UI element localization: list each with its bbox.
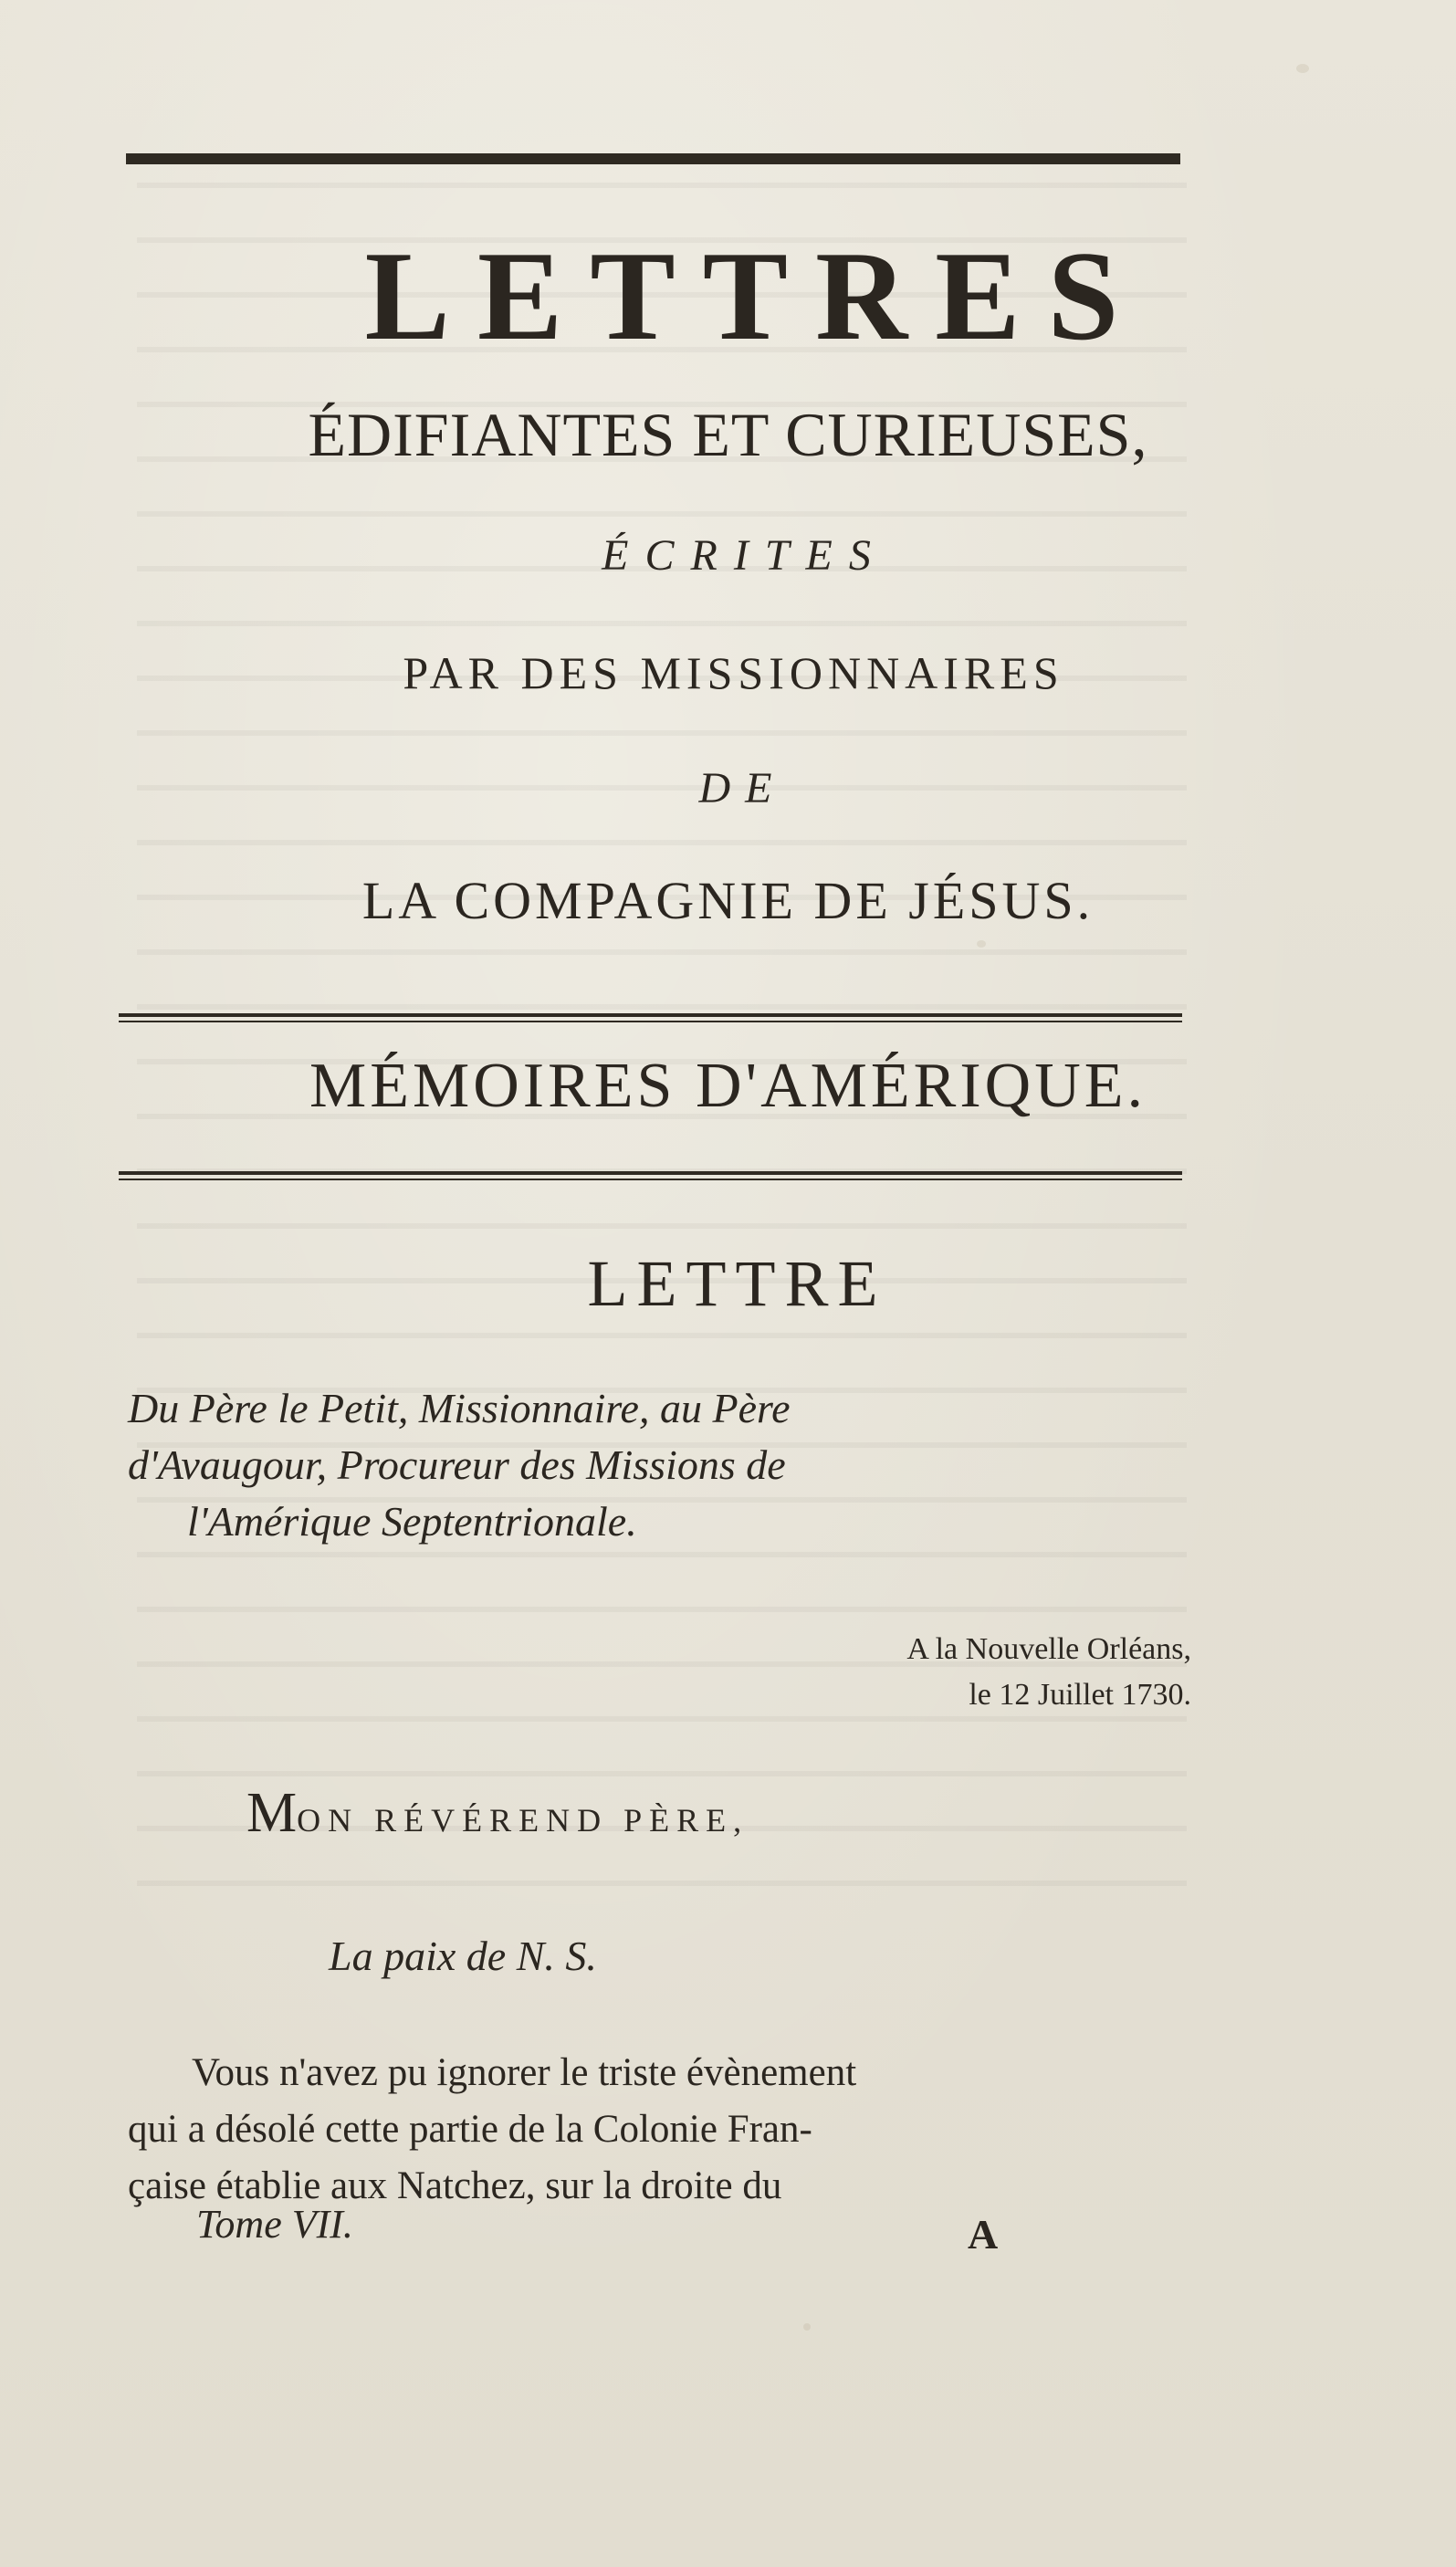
paper-stain [977, 940, 986, 948]
title-de: DE [698, 764, 787, 812]
dateline-place: A la Nouvelle Orléans, [906, 1632, 1191, 1666]
title-par-des-missionnaires: PAR DES MISSIONNAIRES [403, 647, 1064, 698]
book-subtitle: ÉDIFIANTES ET CURIEUSES, [308, 400, 1148, 469]
salutation-rest: ON RÉVÉREND PÈRE, [297, 1802, 749, 1839]
letter-address [128, 1380, 1196, 1550]
salutation-initial: M [246, 1782, 298, 1844]
signature-mark: A [968, 2211, 999, 2258]
dateline [906, 1627, 1191, 1718]
body-line: qui a désolé cette partie de la Colonie Fran- [128, 2108, 812, 2151]
section-title: MÉMOIRES D'AMÉRIQUE. [309, 1051, 1147, 1121]
address-line: l'Amérique Septentrionale. [187, 1498, 637, 1545]
paper-stain [1296, 64, 1309, 73]
address-line: d'Avaugour, Procureur des Missions de [128, 1441, 786, 1488]
salutation [246, 1782, 749, 1844]
greeting: La paix de N. S. [329, 1933, 597, 1979]
top-rule [126, 153, 1180, 164]
section-rule-bottom [119, 1171, 1182, 1180]
paper-stain [803, 2323, 811, 2331]
letter-heading: LETTRE [587, 1247, 887, 1320]
tome-marker: Tome VII. [196, 2202, 353, 2247]
title-compagnie: LA COMPAGNIE DE JÉSUS. [361, 871, 1095, 930]
title-ecrites: ÉCRITES [602, 531, 887, 580]
letter-body [128, 2045, 1196, 2215]
book-title: LETTRES [364, 225, 1147, 367]
body-line: Vous n'avez pu ignorer le triste évènement [192, 2051, 857, 2094]
body-line: çaise établie aux Natchez, sur la droite du [128, 2164, 782, 2207]
dateline-date: le 12 Juillet 1730. [969, 1678, 1191, 1712]
address-line: Du Père le Petit, Missionnaire, au Père [128, 1385, 791, 1431]
section-rule-top [119, 1013, 1182, 1022]
